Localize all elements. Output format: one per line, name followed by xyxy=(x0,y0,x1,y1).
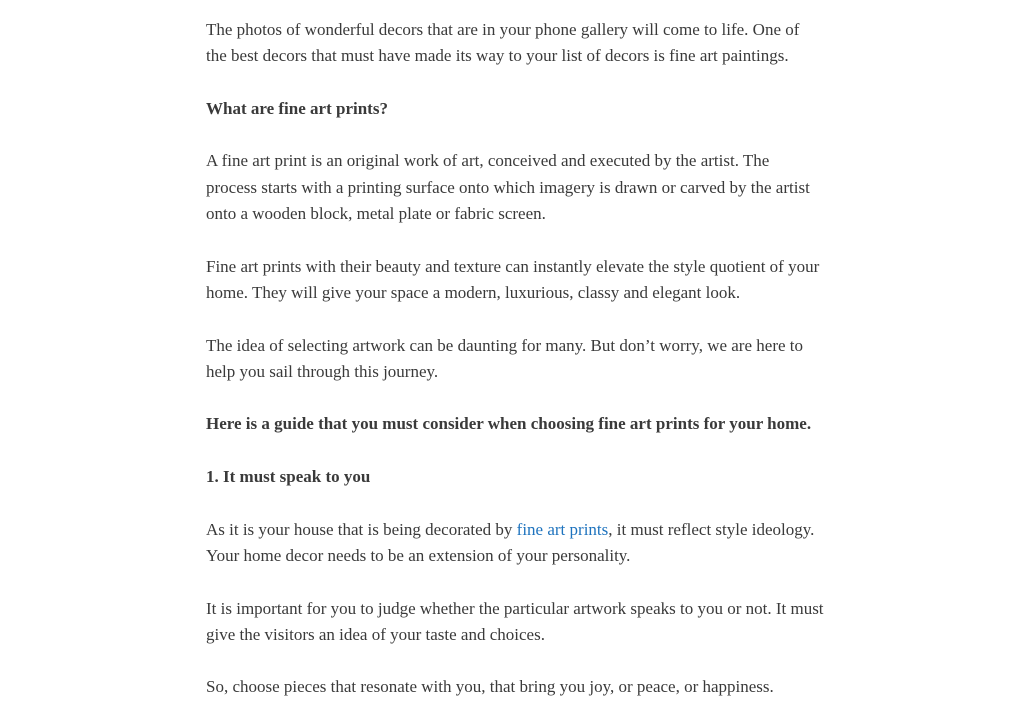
house-text-after: , it must reflect style ideology. Your home decor needs to be an extension of your personality. xyxy=(206,519,815,565)
house-paragraph xyxy=(206,517,824,570)
guide-heading: Here is a guide that you must consider when choosing fine art prints for your home. xyxy=(206,414,812,434)
article-body xyxy=(206,17,824,727)
definition-paragraph: A fine art print is an original work of art, conceived and executed by the artist. The process starts with a printing surface onto which imagery is drawn or carved by the artist onto a wooden block, metal plate or fabric screen. xyxy=(206,151,810,224)
choose-paragraph: So, choose pieces that resonate with you, that bring you joy, or peace, or happiness. xyxy=(206,677,774,697)
intro-paragraph: The photos of wonderful decors that are in your phone gallery will come to life. One of the best decors that must have made its way to your list of decors is fine art paintings. xyxy=(206,20,800,66)
heading-what-are-fine-art-prints: What are fine art prints? xyxy=(206,98,388,118)
daunting-paragraph: The idea of selecting artwork can be daunting for many. But don’t worry, we are here to help you sail through this journey. xyxy=(206,335,803,381)
house-text-before: As it is your house that is being decorated by xyxy=(206,519,517,539)
fine-art-prints-link[interactable]: fine art prints xyxy=(516,519,609,539)
section-1-heading: 1. It must speak to you xyxy=(206,467,371,487)
elevate-paragraph: Fine art prints with their beauty and texture can instantly elevate the style quotient of your home. They will give your space a modern, luxurious, classy and elegant look. xyxy=(206,256,820,302)
judge-paragraph: It is important for you to judge whether the particular artwork speaks to you or not. It must give the visitors an idea of your taste and choices. xyxy=(206,598,824,644)
